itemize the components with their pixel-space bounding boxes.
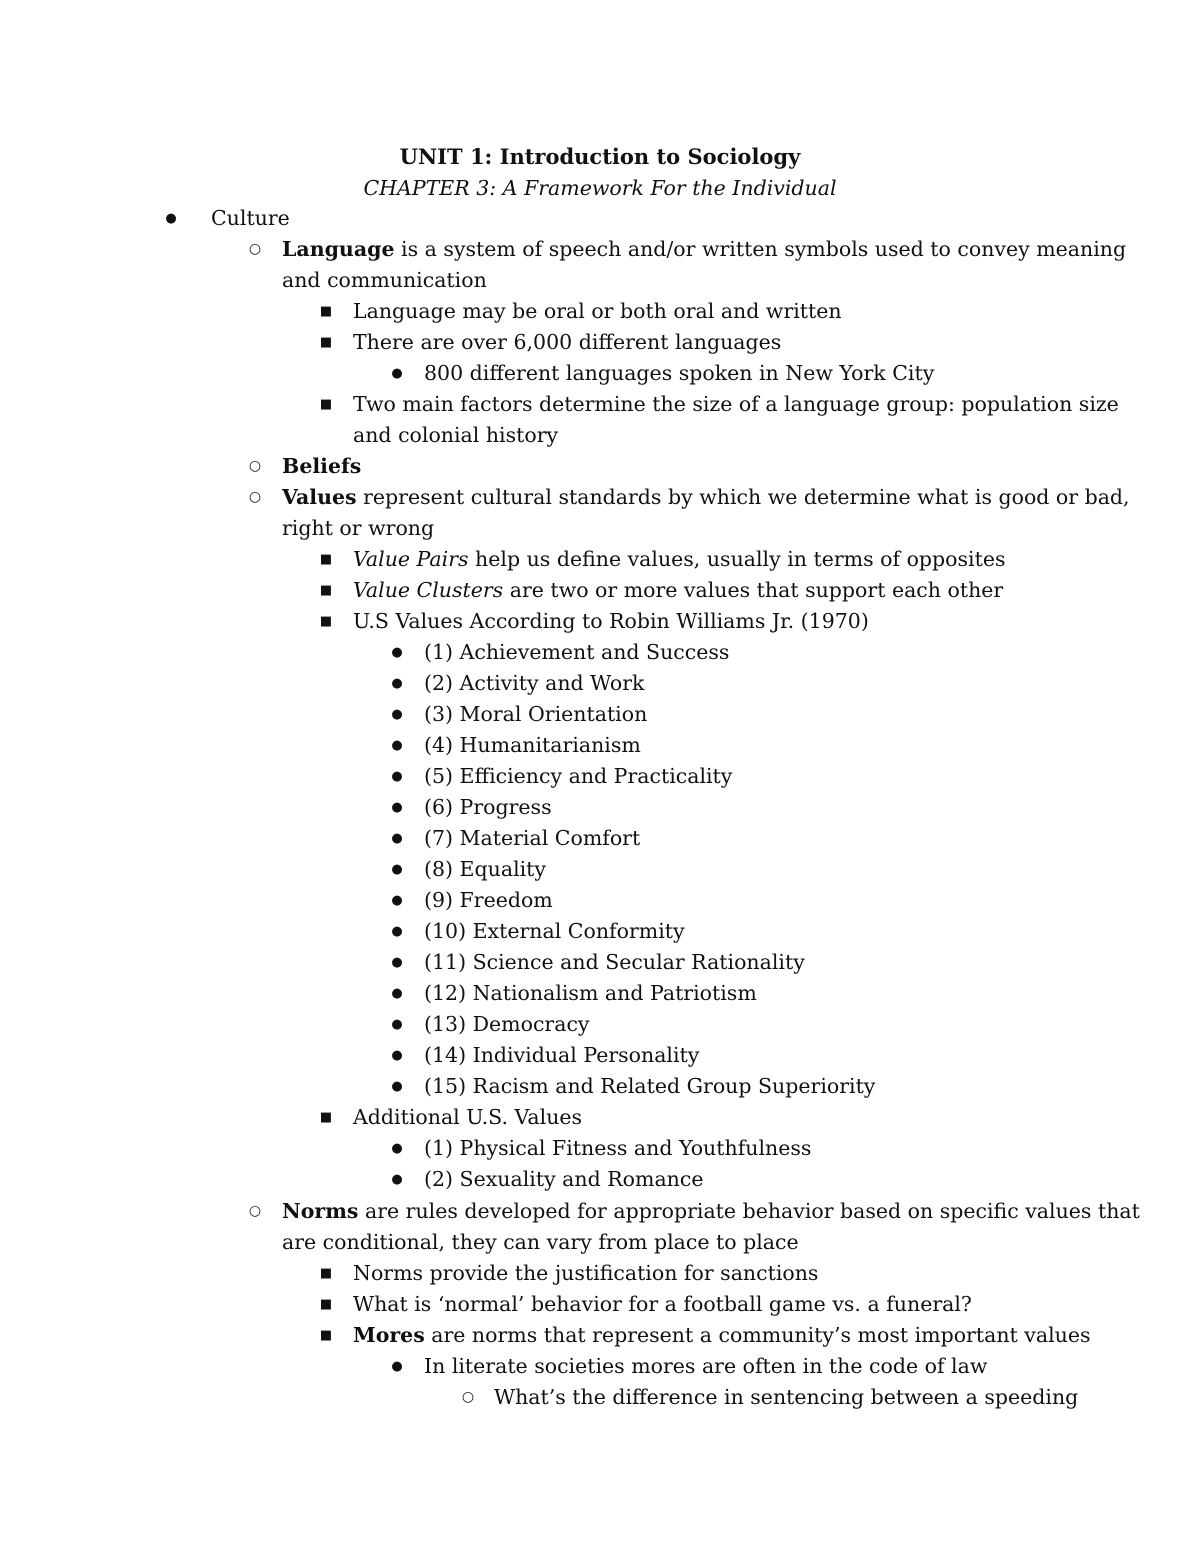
bullet-dot-icon: ● bbox=[391, 1079, 403, 1094]
bullet-dot-icon: ● bbox=[391, 986, 403, 1001]
williams-value-item: (12) Nationalism and Patriotism bbox=[424, 981, 757, 1005]
bullet-dot-icon: ● bbox=[391, 366, 403, 381]
williams-value-item: (14) Individual Personality bbox=[424, 1043, 700, 1067]
chapter-subtitle: CHAPTER 3: A Framework For the Individual bbox=[363, 176, 837, 200]
outline-item-mores-law: In literate societies mores are often in the code of law bbox=[424, 1354, 988, 1378]
bullet-circle-icon: ○ bbox=[248, 458, 262, 474]
outline-item-oral-written: Language may be oral or both oral and written bbox=[353, 299, 842, 323]
bullet-dot-icon: ● bbox=[391, 1048, 403, 1063]
williams-value-item: (7) Material Comfort bbox=[424, 826, 641, 850]
bullet-square-icon: ■ bbox=[319, 1266, 333, 1281]
bullet-dot-icon: ● bbox=[391, 769, 403, 784]
value-pairs-definition: help us define values, usually in terms of opposites bbox=[468, 547, 1006, 571]
williams-value-item: (9) Freedom bbox=[424, 888, 553, 912]
williams-value-item: (15) Racism and Related Group Superiority bbox=[424, 1074, 876, 1098]
term-value-pairs: Value Pairs bbox=[353, 547, 469, 571]
bullet-dot-icon: ● bbox=[391, 831, 403, 846]
outline-item-williams-values: U.S Values According to Robin Williams Jr. (1970) bbox=[353, 609, 869, 633]
bullet-dot-icon: ● bbox=[391, 1172, 403, 1187]
outline-item-value-clusters bbox=[353, 575, 1003, 606]
williams-value-item: (8) Equality bbox=[424, 857, 546, 881]
bullet-square-icon: ■ bbox=[319, 583, 333, 598]
term-mores: Mores bbox=[353, 1323, 425, 1347]
bullet-square-icon: ■ bbox=[319, 1110, 333, 1125]
bullet-square-icon: ■ bbox=[319, 304, 333, 319]
values-definition: represent cultural standards by which we determine what is good or bad, bbox=[356, 485, 1130, 509]
bullet-dot-icon: ● bbox=[391, 955, 403, 970]
bullet-dot-icon: ● bbox=[391, 924, 403, 939]
term-value-clusters: Value Clusters bbox=[353, 578, 504, 602]
outline-item-language-count: There are over 6,000 different languages bbox=[353, 330, 782, 354]
outline-item-sanctions: Norms provide the justification for sanctions bbox=[353, 1261, 819, 1285]
outline-item-language-factors: Two main factors determine the size of a language group: population size bbox=[353, 392, 1119, 416]
norms-definition: are rules developed for appropriate behavior based on specific values that bbox=[358, 1199, 1140, 1223]
bullet-circle-icon: ○ bbox=[248, 489, 262, 505]
williams-value-item: (2) Activity and Work bbox=[424, 671, 645, 695]
bullet-circle-icon: ○ bbox=[248, 241, 262, 257]
term-beliefs: Beliefs bbox=[282, 454, 362, 478]
outline-item-normal-behavior: What is ‘normal’ behavior for a football game vs. a funeral? bbox=[353, 1292, 972, 1316]
outline-item-additional-values: Additional U.S. Values bbox=[353, 1105, 583, 1129]
language-factors-continued: and colonial history bbox=[353, 423, 559, 447]
bullet-circle-icon: ○ bbox=[461, 1389, 475, 1405]
bullet-square-icon: ■ bbox=[319, 552, 333, 567]
page-title: UNIT 1: Introduction to Sociology bbox=[399, 144, 801, 169]
outline-item-beliefs bbox=[282, 451, 361, 482]
term-values: Values bbox=[282, 485, 357, 509]
bullet-dot-icon: ● bbox=[391, 645, 403, 660]
outline-item-nyc-languages: 800 different languages spoken in New York City bbox=[424, 361, 935, 385]
norms-definition-continued: are conditional, they can vary from place to place bbox=[282, 1230, 799, 1254]
williams-value-item: (11) Science and Secular Rationality bbox=[424, 950, 805, 974]
williams-value-item: (10) External Conformity bbox=[424, 919, 685, 943]
outline-item-mores bbox=[353, 1320, 1091, 1351]
bullet-dot-icon: ● bbox=[391, 676, 403, 691]
williams-value-item: (13) Democracy bbox=[424, 1012, 590, 1036]
outline-item-values bbox=[282, 482, 1130, 513]
bullet-dot-icon: ● bbox=[391, 862, 403, 877]
term-norms: Norms bbox=[282, 1199, 359, 1223]
williams-value-item: (6) Progress bbox=[424, 795, 552, 819]
williams-value-item: (5) Efficiency and Practicality bbox=[424, 764, 733, 788]
bullet-circle-icon: ○ bbox=[248, 1203, 262, 1219]
values-definition-continued: right or wrong bbox=[282, 516, 435, 540]
williams-value-item: (4) Humanitarianism bbox=[424, 733, 641, 757]
additional-value-item: (2) Sexuality and Romance bbox=[424, 1167, 704, 1191]
outline-item-value-pairs bbox=[353, 544, 1005, 575]
williams-value-item: (1) Achievement and Success bbox=[424, 640, 730, 664]
outline-item-norms bbox=[282, 1196, 1140, 1227]
outline-item-speeding: What’s the difference in sentencing between a speeding bbox=[494, 1385, 1079, 1409]
bullet-dot-icon: ● bbox=[391, 893, 403, 908]
bullet-dot-icon: ● bbox=[391, 1017, 403, 1032]
bullet-dot-icon: ● bbox=[391, 1141, 403, 1156]
bullet-dot-icon: ● bbox=[391, 1359, 403, 1374]
bullet-dot-icon: ● bbox=[391, 800, 403, 815]
bullet-square-icon: ■ bbox=[319, 335, 333, 350]
outline-item-language bbox=[282, 234, 1126, 265]
bullet-dot-icon: ● bbox=[165, 211, 177, 226]
bullet-dot-icon: ● bbox=[391, 707, 403, 722]
bullet-square-icon: ■ bbox=[319, 397, 333, 412]
mores-definition: are norms that represent a community’s most important values bbox=[424, 1323, 1091, 1347]
bullet-square-icon: ■ bbox=[319, 614, 333, 629]
bullet-dot-icon: ● bbox=[391, 738, 403, 753]
bullet-square-icon: ■ bbox=[319, 1328, 333, 1343]
language-definition-continued: and communication bbox=[282, 268, 487, 292]
additional-value-item: (1) Physical Fitness and Youthfulness bbox=[424, 1136, 812, 1160]
term-language: Language bbox=[282, 237, 395, 261]
outline-item-culture: Culture bbox=[211, 206, 290, 230]
williams-value-item: (3) Moral Orientation bbox=[424, 702, 648, 726]
language-definition: is a system of speech and/or written symbols used to convey meaning bbox=[394, 237, 1127, 261]
value-clusters-definition: are two or more values that support each other bbox=[503, 578, 1004, 602]
bullet-square-icon: ■ bbox=[319, 1297, 333, 1312]
